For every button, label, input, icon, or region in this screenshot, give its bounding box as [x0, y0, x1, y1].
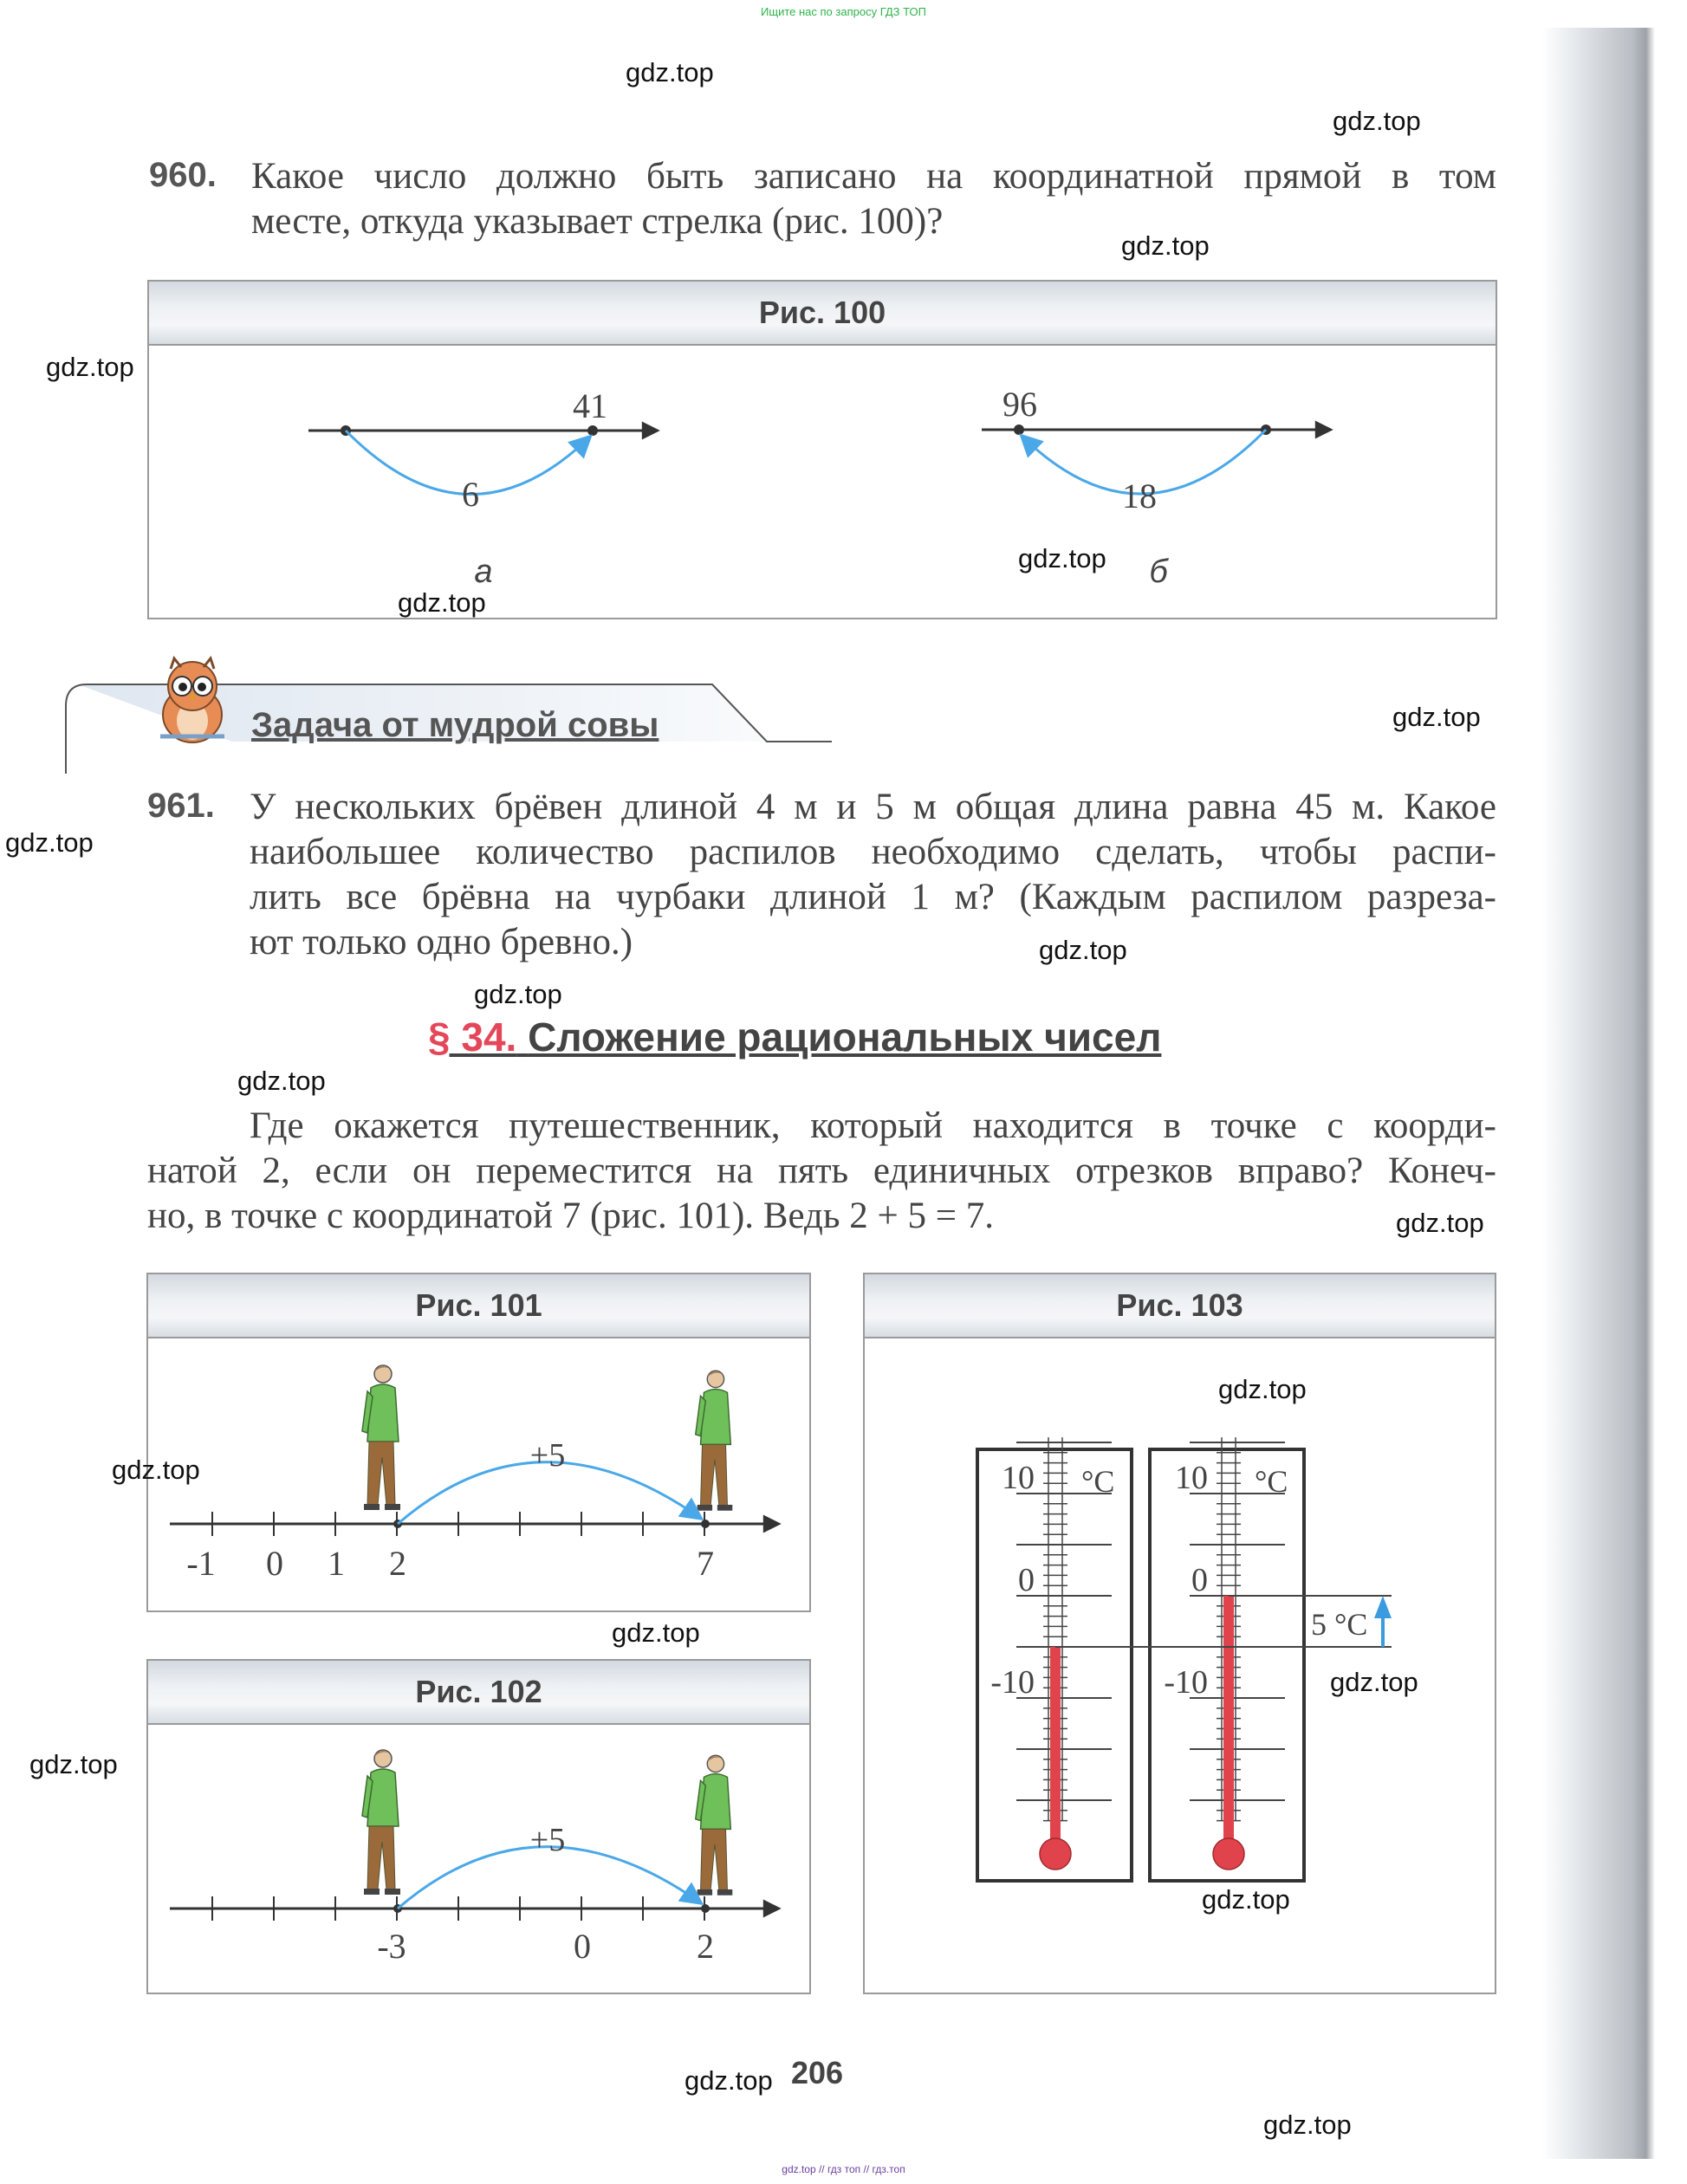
task-number-960: 960.: [149, 156, 217, 194]
thermometer-bulb: [1213, 1838, 1244, 1870]
tick-label: 0: [574, 1927, 591, 1966]
watermark: gdz.top: [1333, 106, 1421, 136]
owl-section-title: Задача от мудрой совы: [251, 706, 659, 744]
scale-label: 10: [1002, 1460, 1035, 1496]
watermark: gdz.top: [1018, 543, 1106, 574]
thermometer: [977, 1437, 1132, 1881]
mercury-column: [1050, 1647, 1061, 1845]
scale-label: 10: [1175, 1460, 1208, 1496]
task-960-text: [251, 154, 1496, 244]
tick-label: 0: [266, 1544, 283, 1583]
point: [701, 1904, 710, 1913]
section-number: § 34.: [428, 1014, 517, 1060]
point: [701, 1520, 710, 1528]
figure-title: Рис. 101: [148, 1274, 809, 1338]
thermometer-bulb: [1040, 1838, 1071, 1870]
unit-label: °C: [1081, 1464, 1115, 1499]
task-961-text: [250, 785, 1496, 965]
figure-102-drawing: [170, 1750, 767, 1966]
traveler-end: [696, 1755, 733, 1895]
text-line: Какое число должно быть записано на координатной прямой в том: [251, 156, 1496, 197]
tick-label: -1: [186, 1544, 216, 1583]
watermark: gdz.top: [1392, 702, 1481, 732]
figure-title: Рис. 100: [149, 282, 1496, 346]
section-title-text: Сложение рациональных чисел: [528, 1014, 1162, 1060]
footer-note: gdz.top // гдз топ // гдз.топ: [782, 2163, 905, 2175]
difference-label: 5 °C: [1311, 1607, 1368, 1642]
watermark: gdz.top: [1039, 935, 1127, 965]
watermark: gdz.top: [1121, 230, 1210, 261]
watermark: gdz.top: [237, 1066, 326, 1096]
watermark: gdz.top: [685, 2065, 773, 2096]
figure-title: Рис. 103: [865, 1274, 1495, 1338]
task-number-961: 961.: [147, 787, 215, 825]
traveler-start: [362, 1750, 400, 1895]
figure-101-drawing: [170, 1365, 767, 1583]
text-line: наибольшее количество распилов необходимо сделать, чтобы распи-: [250, 832, 1496, 872]
traveler-end: [696, 1371, 733, 1510]
scale-label: 0: [1191, 1562, 1208, 1598]
watermark: gdz.top: [1330, 1667, 1418, 1697]
caption-b: б: [1149, 554, 1168, 590]
header-note: Ищите нас по запросу ГДЗ ТОП: [761, 5, 926, 18]
point-label: 41: [573, 386, 607, 425]
step-label: +5: [529, 1822, 566, 1858]
tick-label: 2: [697, 1927, 714, 1966]
arrow-head-icon: [1374, 1596, 1392, 1618]
page-number: 206: [791, 2055, 844, 2090]
scale-label: -10: [1164, 1664, 1208, 1701]
text-line: натой 2, если он переместится на пять единичных отрезков вправо? Конеч-: [147, 1150, 1496, 1191]
traveler-start: [362, 1365, 400, 1510]
watermark: gdz.top: [474, 979, 562, 1009]
tick-label: 7: [697, 1544, 714, 1583]
watermark: gdz.top: [46, 352, 134, 382]
text-line: лить все брёвна на чурбаки длиной 1 м? (Каждым распилом разреза-: [250, 877, 1496, 917]
watermark: gdz.top: [398, 587, 486, 618]
number-line-a: [308, 386, 646, 590]
watermark: gdz.top: [1202, 1884, 1290, 1915]
unit-label: °C: [1255, 1464, 1288, 1499]
point: [1014, 424, 1024, 435]
intro-paragraph: [147, 1104, 1496, 1239]
figure-title: Рис. 102: [148, 1661, 809, 1725]
watermark: gdz.top: [1263, 2109, 1352, 2140]
point-label: 96: [1002, 385, 1037, 424]
watermark: gdz.top: [112, 1455, 200, 1485]
watermark: gdz.top: [1396, 1208, 1484, 1238]
point: [587, 425, 598, 436]
watermark: gdz.top: [626, 57, 714, 87]
step-label: 18: [1122, 476, 1157, 515]
scale-label: -10: [990, 1664, 1035, 1701]
owl-icon: [160, 658, 224, 742]
text-line: но, в точке с координатой 7 (рис. 101). Ведь 2 + 5 = 7.: [147, 1196, 994, 1236]
text-line: ют только одно бревно.): [250, 922, 633, 962]
step-label: +5: [529, 1437, 566, 1474]
scale-label: 0: [1018, 1562, 1035, 1598]
step-label: 6: [462, 475, 479, 514]
watermark: gdz.top: [1218, 1374, 1307, 1404]
tick-label: 1: [328, 1544, 345, 1583]
thermometer: [1150, 1437, 1304, 1881]
figure-103-thermometers: [977, 1437, 1392, 1881]
section-title: [428, 1014, 1161, 1060]
watermark: gdz.top: [5, 827, 94, 858]
watermark: gdz.top: [612, 1617, 700, 1648]
tick-label: 2: [389, 1544, 406, 1583]
watermark: gdz.top: [29, 1749, 118, 1779]
text-line: Где окажется путешественник, который находится в точке с коорди-: [250, 1105, 1496, 1146]
tick-label: -3: [377, 1927, 406, 1966]
caption-a: а: [474, 554, 493, 590]
text-line: месте, откуда указывает стрелка (рис. 100)?: [251, 201, 944, 242]
mercury-column: [1223, 1596, 1234, 1845]
text-line: У нескольких брёвен длиной 4 м и 5 м общая длина равна 45 м. Какое: [250, 787, 1496, 827]
